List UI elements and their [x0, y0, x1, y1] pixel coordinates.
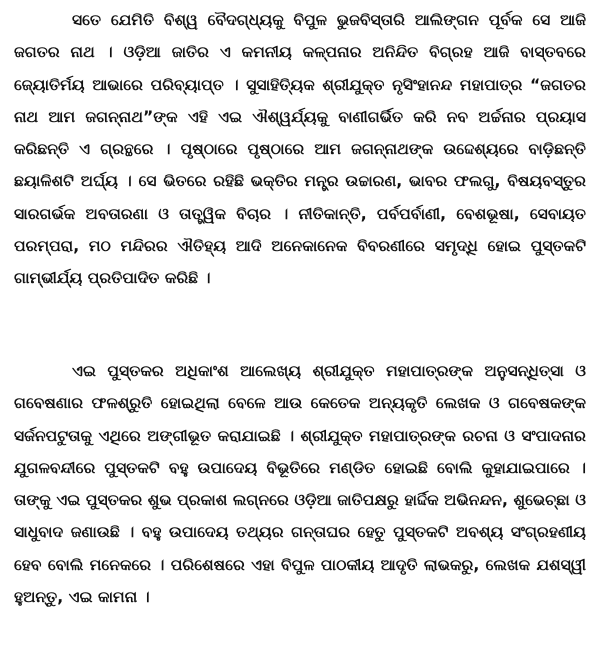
- paragraph-2: ଏଇ ପୁସ୍ତକର ଅଧିକାଂଶ ଆଲେଖ୍ୟ ଶ୍ରୀଯୁକ୍ତ ମହାପାତ୍ରଙ୍କ ଅନୁସନ୍ଧିତ୍ସା ଓ ଗବେଷଣାର ଫଳଶ୍ରୁତି ହୋଇଥିଲା ବେଳେ ଆଉ କେତେକ ଅନ୍ୟକୃତି ଲେଖକ ଓ ଗବେଷକଙ୍କ ସର୍ଜନପଟୁତାକୁ ଏଥିରେ ଅଙ୍ଗୀଭୂତ କରାଯାଇଛି । ଶ୍ରୀଯୁକ୍ତ ମହାପାତ୍ରଙ୍କ ରଚନା ଓ ସଂପାଦନାର ଯୁଗଳବନ୍ଦୀରେ ପୁସ୍ତକଟି ବହୁ ଉପାଦେୟ ବିଭୂତିରେ ମଣ୍ଡିତ ହୋଇଛି ବୋଲି କୁହାଯାଇପାରେ । ତାଙ୍କୁ ଏଇ ପୁସ୍ତକର ଶୁଭ ପ୍ରକାଶ ଲଗ୍ନରେ ଓଡ଼ିଆ ଜାତିପକ୍ଷରୁ ହାର୍ଦ୍ଦିକ ଅଭିନନ୍ଦନ, ଶୁଭେଚ୍ଛା ଓ ସାଧୁବାଦ ଜଣାଉଛି । ବହୁ ଉପାଦେୟ ତଥ୍ୟର ଗନ୍ତାଘର ହେତୁ ପୁସ୍ତକଟି ଅବଶ୍ୟ ସଂଗ୍ରହଣୀୟ ହେବ ବୋଲି ମନେକରେ । ପରିଶେଷରେ ଏହା ବିପୁଳ ପାଠକୀୟ ଆଦୃତି ଲାଭକରୁ, ଲେଖକ ଯଶସ୍ୱୀ ହୁଅନ୍ତୁ, ଏଇ କାମନା ।: [14, 362, 586, 607]
- paragraph-1: ସତେ ଯେମିତି ବିଶ୍ୱ ବୈଦଗ୍ଧ୍ୟକୁ ବିପୁଳ ଭୁଜବିସ୍ତାରି ଆଲିଙ୍ଗନ ପୂର୍ବକ ସେ ଆଜି ଜଗତର ନାଥ । ଓଡ଼ିଆ ଜାତିର ଏ କମନୀୟ କଳ୍ପନାର ଅନିନ୍ଦିତ ବିଗ୍ରହ ଆଜି ବାସ୍ତବରେ ଜ୍ୟୋତିର୍ମୟ ଆଭାରେ ପରିବ୍ୟାପ୍ତ । ସୁସାହିତ୍ୟିକ ଶ୍ରୀଯୁକ୍ତ ନୃସିଂହାନନ୍ଦ ମହାପାତ୍ର “ଜଗତର ନାଥ ଆମ ଜଗନ୍ନାଥ”ଙ୍କ ଏହି ଏଇ ଐଶ୍ୱର୍ଯ୍ୟକୁ ବାଣୀଗର୍ଭିତ କରି ନବ ଅର୍ଚ୍ଚନାର ପ୍ରୟାସ କରିଛନ୍ତି ଏ ଗ୍ରନ୍ଥରେ । ପୃଷ୍ଠାରେ ପୃଷ୍ଠାରେ ଆମ ଜଗନ୍ନାଥଙ୍କ ଉଦ୍ଦେଶ୍ୟରେ ବାଡ଼ିଛନ୍ତି ଛୟାଳିଶଟି ଅର୍ଘ୍ୟ । ସେ ଭିତରେ ରହିଛି ଭକ୍ତିର ମନ୍ତ୍ର ଉଚ୍ଚାରଣ, ଭାବର ଫଲଗୁ, ବିଷୟବସ୍ତୁର ସାରଗର୍ଭକ ଅବତାରଣା ଓ ତାତ୍ତ୍ୱିକ ବିଚାର । ନୀତିକାନ୍ତି, ପର୍ବପର୍ବାଣୀ, ବେଶଭୂଷା, ସେବାୟତ ପରମ୍ପରା, ମଠ ମନ୍ଦିରର ଐତିହ୍ୟ ଆଦି ଅନେକାନେକ ବିବରଣୀରେ ସମୃଦ୍ଧି ହୋଇ ପୁସ୍ତକଟି ଗାମ୍ଭୀର୍ଯ୍ୟ ପ୍ରତିପାଦିତ କରିଛି ।: [14, 11, 586, 288]
